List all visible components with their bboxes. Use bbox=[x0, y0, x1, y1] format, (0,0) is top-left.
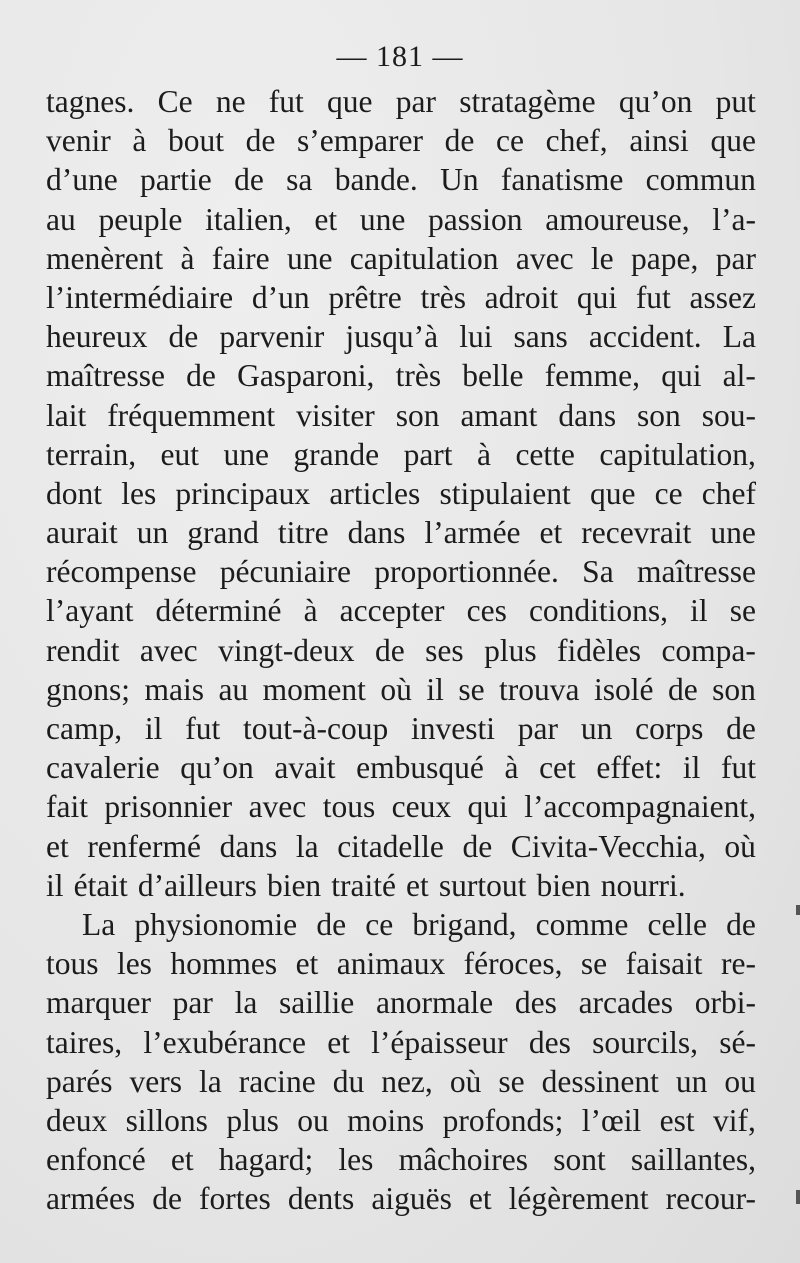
text-line: heureux de parvenir jusqu’à lui sans accident. La bbox=[46, 319, 756, 355]
text-line: au peuple italien, et une passion amoureuse, l’a- bbox=[46, 201, 756, 237]
text-line: tagnes. Ce ne fut que par stratagème qu’on put bbox=[46, 84, 756, 119]
text-line: récompense pécuniaire proportionnée. Sa maîtresse bbox=[46, 554, 756, 590]
body-text bbox=[46, 82, 756, 1218]
text-line: gnons; mais au moment où il se trouva isolé de son bbox=[46, 671, 756, 707]
page-number-header: — 181 — bbox=[336, 40, 464, 73]
text-line: il était d’ailleurs bien traité et surtout bien nourri. bbox=[46, 867, 686, 903]
text-line: lait fréquemment visiter son amant dans son sou- bbox=[46, 397, 756, 433]
text-line: cavalerie qu’on avait embusqué à cet effet: il fut bbox=[46, 750, 756, 786]
text-line: aurait un grand titre dans l’armée et recevrait une bbox=[46, 515, 756, 551]
text-line: tous les hommes et animaux féroces, se faisait re- bbox=[46, 946, 756, 982]
text-line: camp, il fut tout-à-coup investi par un corps de bbox=[46, 711, 756, 746]
text-line: enfoncé et hagard; les mâchoires sont saillantes, bbox=[46, 1142, 756, 1178]
text-line: l’intermédiaire d’un prêtre très adroit qui fut assez bbox=[46, 279, 756, 315]
text-line: terrain, eut une grande part à cette capitulation, bbox=[46, 436, 756, 472]
text-line: menèrent à faire une capitulation avec le pape, par bbox=[46, 240, 756, 276]
text-line: dont les principaux articles stipulaient que ce chef bbox=[46, 475, 756, 511]
page-edge-mark bbox=[796, 1190, 800, 1204]
text-line: rendit avec vingt-deux de ses plus fidèles compa- bbox=[46, 632, 756, 668]
page-edge-mark bbox=[796, 905, 800, 915]
text-line: parés vers la racine du nez, où se dessinent un ou bbox=[46, 1063, 756, 1099]
text-line: d’une partie de sa bande. Un fanatisme commun bbox=[46, 162, 756, 198]
text-line: l’ayant déterminé à accepter ces conditions, il se bbox=[46, 593, 756, 629]
text-line: venir à bout de s’emparer de ce chef, ainsi que bbox=[46, 123, 756, 159]
text-line: fait prisonnier avec tous ceux qui l’accompagnaient, bbox=[46, 789, 756, 825]
text-line: deux sillons plus ou moins profonds; l’œil est vif, bbox=[46, 1102, 756, 1138]
text-line: La physionomie de ce brigand, comme celle de bbox=[82, 906, 756, 942]
text-line: marquer par la saillie anormale des arcades orbi- bbox=[46, 985, 756, 1021]
text-line: et renfermé dans la citadelle de Civita-Vecchia, où bbox=[46, 828, 756, 864]
text-line: taires, l’exubérance et l’épaisseur des sourcils, sé- bbox=[46, 1024, 756, 1060]
text-line: maîtresse de Gasparoni, très belle femme, qui al- bbox=[46, 358, 756, 394]
text-line: armées de fortes dents aiguës et légèrement recour- bbox=[46, 1181, 756, 1217]
